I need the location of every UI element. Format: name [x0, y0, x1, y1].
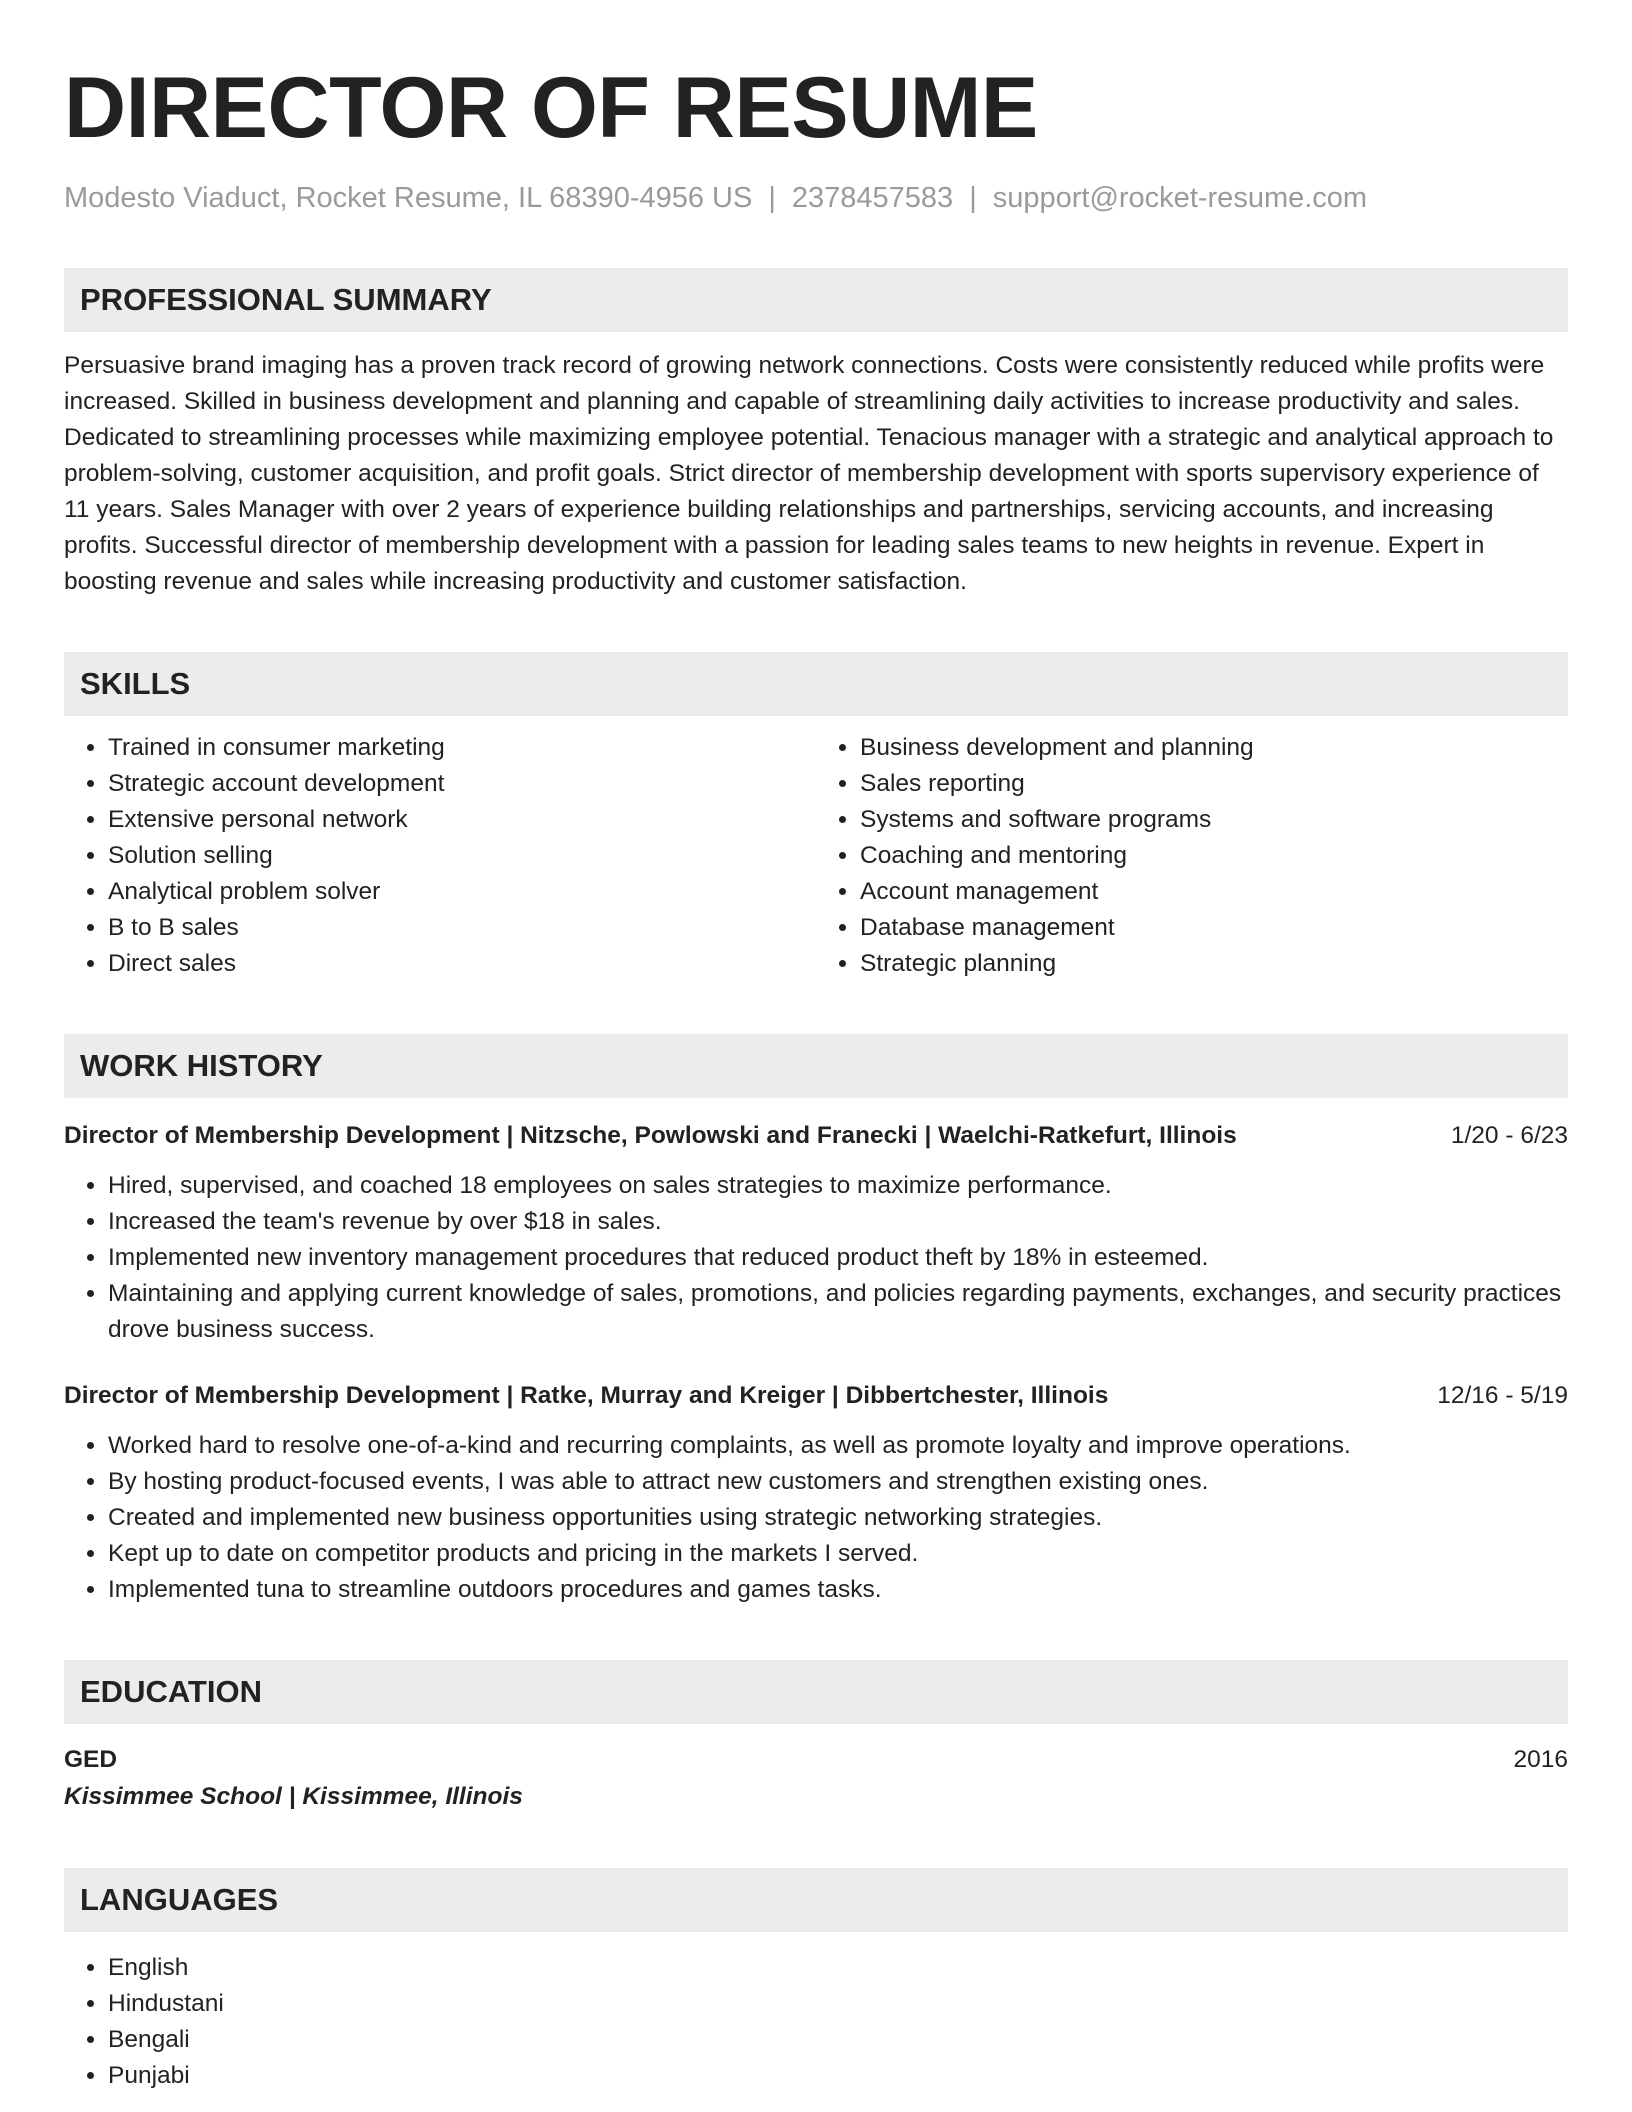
job-title: Director of Membership Development | Ratke, Murray and Kreiger | Dibbertchester, Illinois	[64, 1382, 1109, 1409]
section-header-summary: PROFESSIONAL SUMMARY	[64, 268, 1568, 332]
education-header	[64, 1742, 1568, 1778]
section-header-languages: LANGUAGES	[64, 1868, 1568, 1932]
job-header	[64, 1378, 1568, 1414]
languages-list	[64, 1950, 1568, 2094]
section-header-education: EDUCATION	[64, 1660, 1568, 1724]
skill-item: • Trained in consumer marketing	[108, 730, 816, 766]
skill-item: • Analytical problem solver	[108, 874, 816, 910]
education-entry	[64, 1742, 1568, 1816]
job-dates: 1/20 - 6/23	[1450, 1122, 1568, 1149]
job-bullet: • Maintaining and applying current knowledge of sales, promotions, and policies regarding payments, exchanges, and security practices drove business success.	[108, 1276, 1568, 1348]
job-bullet: • By hosting product-focused events, I was able to attract new customers and strengthen existing ones.	[108, 1464, 1568, 1500]
education-school: Kissimmee School | Kissimmee, Illinois	[64, 1783, 523, 1810]
skill-item: • Systems and software programs	[860, 802, 1568, 838]
job-bullet: • Hired, supervised, and coached 18 employees on sales strategies to maximize performance.	[108, 1168, 1568, 1204]
skill-item: • Sales reporting	[860, 766, 1568, 802]
job-bullet: • Increased the team's revenue by over $18 in sales.	[108, 1204, 1568, 1240]
skill-item: • Direct sales	[108, 946, 816, 982]
job-title: Director of Membership Development | Nitzsche, Powlowski and Franecki | Waelchi-Ratkefurt, Illinois	[64, 1122, 1237, 1149]
language-item: • Punjabi	[108, 2058, 1568, 2094]
skill-item: • Strategic account development	[108, 766, 816, 802]
section-header-work-history: WORK HISTORY	[64, 1034, 1568, 1098]
contact-address: Modesto Viaduct, Rocket Resume, IL 68390-4956 US	[64, 182, 753, 214]
education-year: 2016	[1513, 1746, 1568, 1773]
contact-separator: |	[969, 182, 977, 214]
skill-item: • B to B sales	[108, 910, 816, 946]
summary-text: Persuasive brand imaging has a proven track record of growing network connections. Costs were consistently reduced while profits were increased. Skilled in business development and planning and capable of streamlining daily activities to increase productivity and sales. Dedicated to streamlining processes while maximizing employee potential. Tenacious manager with a strategic and analytical approach to problem-solving, customer acquisition, and profit goals. Strict director of membership development with sports supervisory experience of 11 years. Sales Manager with over 2 years of experience building relationships and partnerships, servicing accounts, and increasing profits. Successful director of membership development with a passion for leading sales teams to new heights in revenue. Expert in boosting revenue and sales while increasing productivity and customer satisfaction.	[64, 352, 1554, 595]
job-dates: 12/16 - 5/19	[1437, 1382, 1568, 1409]
job-bullet: • Created and implemented new business opportunities using strategic networking strategies.	[108, 1500, 1568, 1536]
language-item: • English	[108, 1950, 1568, 1986]
language-item: • Hindustani	[108, 1986, 1568, 2022]
resume-name: DIRECTOR OF RESUME	[64, 60, 1038, 156]
job-header	[64, 1118, 1568, 1154]
skills-column-right	[816, 730, 1568, 982]
skill-item: • Account management	[860, 874, 1568, 910]
skills-column-left	[64, 730, 816, 982]
job-entry	[64, 1378, 1568, 1608]
job-bullet: • Kept up to date on competitor products and pricing in the markets I served.	[108, 1536, 1568, 1572]
language-item: • Bengali	[108, 2022, 1568, 2058]
contact-phone: 2378457583	[791, 182, 954, 214]
contact-line	[64, 180, 1568, 216]
job-bullet: • Worked hard to resolve one-of-a-kind and recurring complaints, as well as promote loyalty and improve operations.	[108, 1428, 1568, 1464]
skill-item: • Business development and planning	[860, 730, 1568, 766]
education-degree: GED	[64, 1746, 118, 1773]
job-bullets	[64, 1428, 1568, 1608]
job-bullets	[64, 1168, 1568, 1348]
skill-item: • Solution selling	[108, 838, 816, 874]
skill-item: • Extensive personal network	[108, 802, 816, 838]
job-bullet: • Implemented new inventory management procedures that reduced product theft by 18% in esteemed.	[108, 1240, 1568, 1276]
job-entry	[64, 1118, 1568, 1348]
skill-item: • Strategic planning	[860, 946, 1568, 982]
job-bullet: • Implemented tuna to streamline outdoors procedures and games tasks.	[108, 1572, 1568, 1608]
skill-item: • Database management	[860, 910, 1568, 946]
contact-separator: |	[768, 182, 776, 214]
skills-list	[64, 730, 1568, 982]
contact-email: support@rocket-resume.com	[992, 182, 1368, 214]
section-header-skills: SKILLS	[64, 652, 1568, 716]
skill-item: • Coaching and mentoring	[860, 838, 1568, 874]
